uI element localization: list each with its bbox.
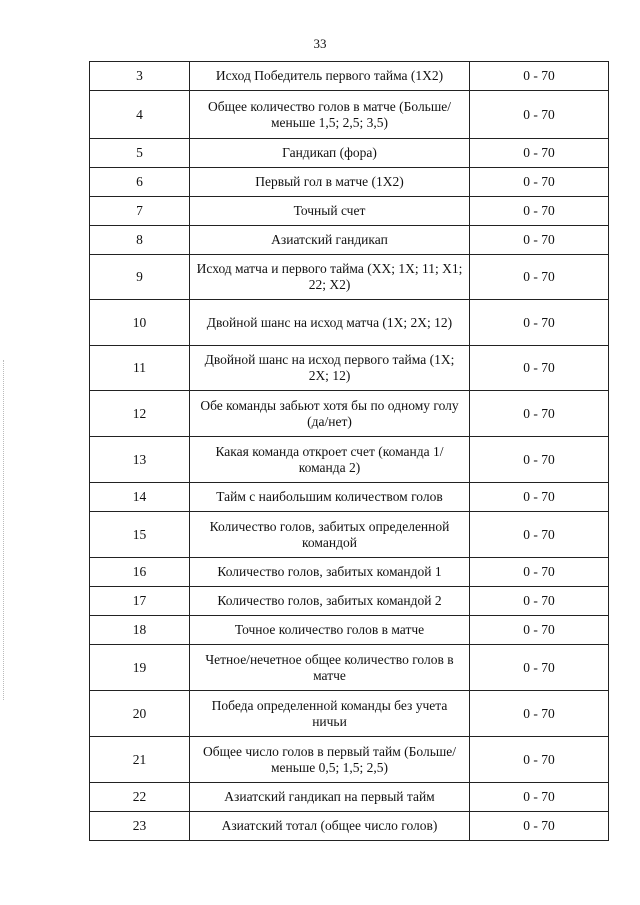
bet-type-cell: Какая команда откроет счет (команда 1/команда 2) [190, 437, 470, 483]
row-number-cell: 22 [90, 783, 190, 812]
table-row [90, 197, 609, 226]
row-number-cell: 9 [90, 255, 190, 300]
table-row [90, 812, 609, 841]
table-row [90, 226, 609, 255]
range-cell: 0 - 70 [470, 139, 609, 168]
row-number-cell: 11 [90, 346, 190, 391]
bet-type-cell: Гандикап (фора) [190, 139, 470, 168]
row-number-cell: 21 [90, 737, 190, 783]
row-number-cell: 13 [90, 437, 190, 483]
bet-type-cell: Количество голов, забитых определенной командой [190, 512, 470, 558]
bet-type-cell: Четное/нечетное общее количество голов в матче [190, 645, 470, 691]
bet-type-cell: Точное количество голов в матче [190, 616, 470, 645]
bet-type-cell: Азиатский гандикап [190, 226, 470, 255]
page-number: 33 [313, 36, 327, 51]
range-cell: 0 - 70 [470, 645, 609, 691]
bet-type-cell: Количество голов, забитых командой 2 [190, 587, 470, 616]
range-cell: 0 - 70 [470, 812, 609, 841]
range-cell: 0 - 70 [470, 62, 609, 91]
table-row [90, 616, 609, 645]
table-body [90, 62, 609, 841]
range-cell: 0 - 70 [470, 391, 609, 437]
table-row [90, 346, 609, 391]
row-number-cell: 3 [90, 62, 190, 91]
table-row [90, 300, 609, 346]
row-number-cell: 20 [90, 691, 190, 737]
range-cell: 0 - 70 [470, 783, 609, 812]
table-row [90, 483, 609, 512]
row-number-cell: 18 [90, 616, 190, 645]
bet-type-cell: Первый гол в матче (1Х2) [190, 168, 470, 197]
range-cell: 0 - 70 [470, 346, 609, 391]
bet-type-cell: Двойной шанс на исход первого тайма (1Х; 2Х; 12) [190, 346, 470, 391]
range-cell: 0 - 70 [470, 737, 609, 783]
row-number-cell: 4 [90, 91, 190, 139]
table-row [90, 558, 609, 587]
table-row [90, 512, 609, 558]
row-number-cell: 16 [90, 558, 190, 587]
row-number-cell: 5 [90, 139, 190, 168]
row-number-cell: 23 [90, 812, 190, 841]
table-row [90, 691, 609, 737]
row-number-cell: 10 [90, 300, 190, 346]
table-row [90, 91, 609, 139]
bet-type-cell: Количество голов, забитых командой 1 [190, 558, 470, 587]
range-cell: 0 - 70 [470, 91, 609, 139]
table-row [90, 587, 609, 616]
table-row [90, 168, 609, 197]
table-row [90, 391, 609, 437]
bet-type-cell: Точный счет [190, 197, 470, 226]
row-number-cell: 15 [90, 512, 190, 558]
bet-type-cell: Азиатский гандикап на первый тайм [190, 783, 470, 812]
table-row [90, 645, 609, 691]
row-number-cell: 19 [90, 645, 190, 691]
table-row [90, 255, 609, 300]
bet-type-cell: Двойной шанс на исход матча (1Х; 2Х; 12) [190, 300, 470, 346]
table-row [90, 437, 609, 483]
range-cell: 0 - 70 [470, 616, 609, 645]
bet-type-cell: Общее количество голов в матче (Больше/меньше 1,5; 2,5; 3,5) [190, 91, 470, 139]
range-cell: 0 - 70 [470, 512, 609, 558]
range-cell: 0 - 70 [470, 483, 609, 512]
row-number-cell: 12 [90, 391, 190, 437]
table-row [90, 62, 609, 91]
row-number-cell: 8 [90, 226, 190, 255]
range-cell: 0 - 70 [470, 197, 609, 226]
table-row [90, 139, 609, 168]
scan-margin-line [3, 360, 5, 700]
range-cell: 0 - 70 [470, 691, 609, 737]
bet-type-cell: Обе команды забьют хотя бы по одному голу (да/нет) [190, 391, 470, 437]
range-cell: 0 - 70 [470, 226, 609, 255]
range-cell: 0 - 70 [470, 587, 609, 616]
bet-type-cell: Общее число голов в первый тайм (Больше/меньше 0,5; 1,5; 2,5) [190, 737, 470, 783]
bet-type-cell: Азиатский тотал (общее число голов) [190, 812, 470, 841]
row-number-cell: 7 [90, 197, 190, 226]
bet-type-cell: Исход Победитель первого тайма (1Х2) [190, 62, 470, 91]
row-number-cell: 6 [90, 168, 190, 197]
range-cell: 0 - 70 [470, 437, 609, 483]
bet-type-cell: Исход матча и первого тайма (XX; 1X; 11; X1; 22; X2) [190, 255, 470, 300]
bet-type-cell: Тайм с наибольшим количеством голов [190, 483, 470, 512]
table-row [90, 783, 609, 812]
table-row [90, 737, 609, 783]
row-number-cell: 17 [90, 587, 190, 616]
bet-type-cell: Победа определенной команды без учета ничьи [190, 691, 470, 737]
range-cell: 0 - 70 [470, 558, 609, 587]
range-cell: 0 - 70 [470, 168, 609, 197]
bet-types-table [89, 61, 609, 841]
row-number-cell: 14 [90, 483, 190, 512]
range-cell: 0 - 70 [470, 255, 609, 300]
range-cell: 0 - 70 [470, 300, 609, 346]
